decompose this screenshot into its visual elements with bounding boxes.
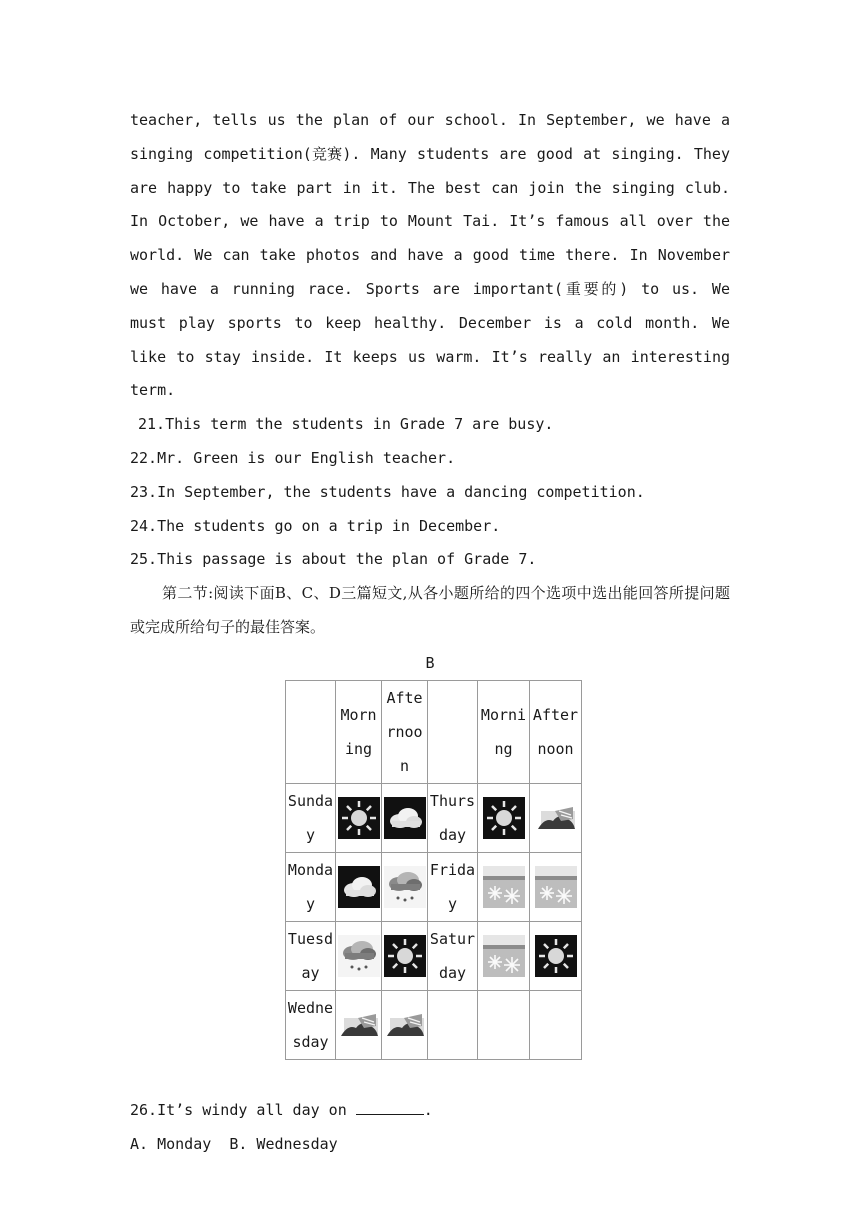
snow-icon — [483, 866, 525, 908]
question-26 — [130, 1094, 730, 1128]
snow-icon — [483, 935, 525, 977]
weather-cell — [530, 990, 582, 1059]
table-row — [286, 921, 582, 990]
cloud-icon — [384, 797, 426, 839]
header-afternoon-2: Afternoon — [530, 680, 582, 783]
rain-icon — [338, 935, 380, 977]
weather-cell — [478, 921, 530, 990]
table-row — [286, 783, 582, 852]
section-instruction: 第二节:阅读下面B、C、D三篇短文,从各小题所给的四个选项中选出能回答所提问题或完成所给句子的最佳答案。 — [130, 584, 730, 636]
header-blank-2 — [428, 680, 478, 783]
day-cell: Monday — [286, 852, 336, 921]
day-cell: Wednesday — [286, 990, 336, 1059]
day-cell: Saturday — [428, 921, 478, 990]
weather-cell — [478, 990, 530, 1059]
day-cell: Friday — [428, 852, 478, 921]
day-cell: Thursday — [428, 783, 478, 852]
day-cell: Sunday — [286, 783, 336, 852]
header-morning-2: Morning — [478, 680, 530, 783]
day-cell: Tuesday — [286, 921, 336, 990]
statement-23: 23.In September, the students have a dancing competition. — [130, 482, 645, 501]
weather-cell — [382, 852, 428, 921]
true-false-statements — [130, 408, 730, 577]
statement-22: 22.Mr. Green is our English teacher. — [130, 448, 456, 467]
weather-cell — [478, 852, 530, 921]
passage-label: B — [425, 653, 435, 672]
document-page — [130, 104, 730, 1161]
weather-cell — [336, 783, 382, 852]
sun-icon — [483, 797, 525, 839]
weather-table-header — [286, 680, 582, 783]
sun-icon — [338, 797, 380, 839]
sun-icon — [535, 935, 577, 977]
wind-icon — [535, 797, 577, 839]
question-26-stem: 26.It’s windy all day on — [130, 1100, 356, 1119]
weather-cell — [530, 852, 582, 921]
header-afternoon: Afternoon — [382, 680, 428, 783]
weather-cell — [336, 921, 382, 990]
snow-icon — [535, 866, 577, 908]
day-cell — [428, 990, 478, 1059]
statement-25: 25.This passage is about the plan of Grade 7. — [130, 550, 537, 569]
header-morning: Morning — [336, 680, 382, 783]
weather-cell — [530, 921, 582, 990]
rain-icon — [384, 866, 426, 908]
weather-cell — [382, 783, 428, 852]
table-row — [286, 990, 582, 1059]
wind-icon — [338, 1004, 380, 1046]
reading-passage: teacher, tells us the plan of our school. In September, we have a singing competition(竞赛). Many students are good at singing. They are happy to take part in it. The best can join the singing club. In October, we have a trip to Mount Tai. It’s famous all over the world. We can take photos and have a good time there. In November we have a running race. Sports are important(重要的) to us. We must play sports to keep healthy. December is a cold month. We like to stay inside. It keeps us warm. It’s really an interesting term. — [130, 111, 730, 400]
weather-cell — [530, 783, 582, 852]
answer-blank — [356, 1098, 424, 1115]
table-row — [286, 852, 582, 921]
weather-cell — [478, 783, 530, 852]
weather-cell — [336, 990, 382, 1059]
question-26-end: . — [423, 1100, 433, 1119]
weather-cell — [336, 852, 382, 921]
statement-24: 24.The students go on a trip in December. — [130, 516, 501, 535]
weather-cell — [382, 921, 428, 990]
cloud-icon — [338, 866, 380, 908]
statement-21: 21.This term the students in Grade 7 are busy. — [138, 415, 554, 434]
weather-table — [285, 680, 582, 1060]
wind-icon — [384, 1004, 426, 1046]
question-26-options: A. Monday B. Wednesday — [130, 1134, 338, 1153]
sun-icon — [384, 935, 426, 977]
weather-cell — [382, 990, 428, 1059]
header-blank — [286, 680, 336, 783]
